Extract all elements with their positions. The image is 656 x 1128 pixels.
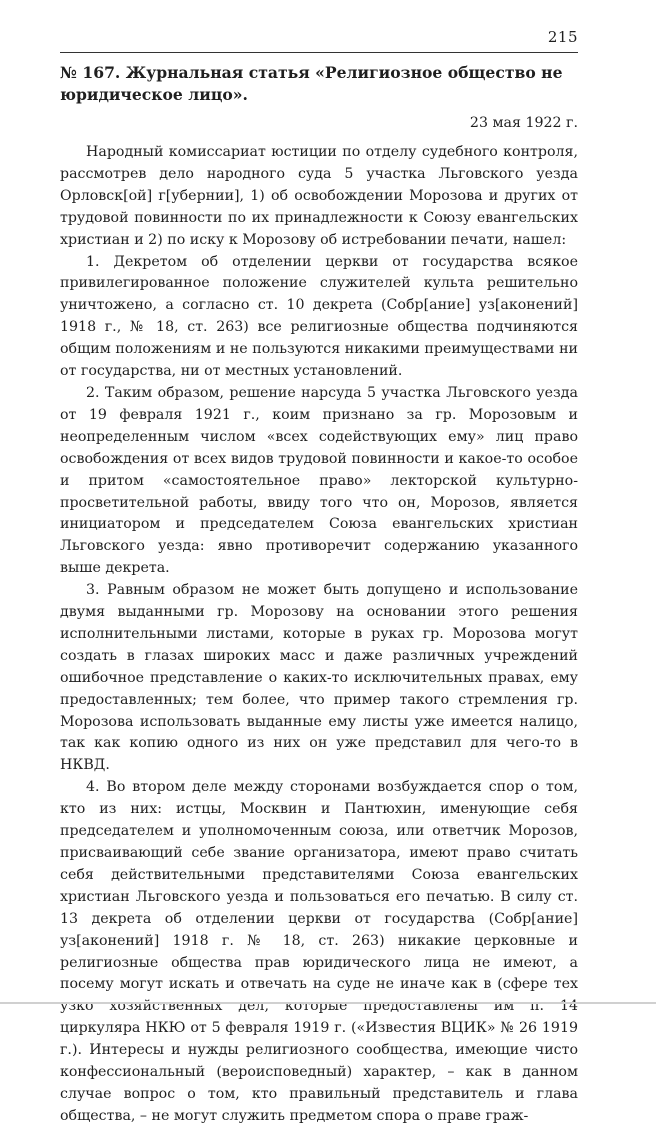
paragraph-2: 2. Таким образом, решение нарсуда 5 участка Льговского уезда от 19 февраля 1921 г., коим признано за гр. Морозовым и неопределенным числом «всех содействующих ему» лиц право освобождения от всех видов трудовой повинности и какое-то особое и притом «самостоятельное право» лекторской культурно-просветительной работы, ввиду того что он, Морозов, является инициатором и председателем Союза евангельских христиан Льговского уезда: явно противоречит содержанию указанного выше декрета.: [60, 384, 578, 577]
page-number: 215: [547, 28, 578, 46]
paragraph-intro: Народный комиссариат юстиции по отделу судебного контроля, рассмотрев дело народного суда 5 участка Льговского уезда Орловск[ой] г[убернии], 1) об освобождении Морозова и других от трудовой повинности по их принадлежности к Союзу евангельских христиан и 2) по иску к Морозову об истребовании печати, нашел:: [60, 144, 578, 248]
paragraph-4: 4. Во втором деле между сторонами возбуждается спор о том, кто из них: истцы, Москвин и Пантюхин, именующие себя председателем и уполномоченным союза, или ответчик Морозов, присваивающий себе звание организатора, имеют право считать себя действительными представителями Союза евангельских христиан Льговского уезда и пользоваться его печатью. В силу ст. 13 декрета об отделении церкви от государства (Собр[ание] уз[аконений] 1918 г. № 18, ст. 263) никакие церковные и религиозные общества прав юридического лица не имеют, а посему могут искать и отвечать на суде не иначе как в (сфере тех узко хозяйственных дел, которые предоставлены им п. 14 циркуляра НКЮ от 5 февраля 1919 г. («Известия ВЦИК» № 26 1919 г.). Интересы и нужды религиозного сообщества, имеющие чисто конфессиональный (вероисповедный) характер, – как в данном случае вопрос о том, кто правильный представитель и глава общества, – не могут служить предметом спора о праве граж-: [60, 779, 578, 1124]
document-title: № 167. Журнальная статья «Религиозное общество не юридическое лицо».: [60, 63, 563, 104]
paragraph-3: 3. Равным образом не может быть допущено и использование двумя выданными гр. Морозову на основании этого решения исполнительными листами, которые в руках гр. Морозова могут создать в глазах широких масс и даже различных учреждений ошибочное представление о каких-то исключительных правах, ему предоставленных; тем более, что пример такого стремления гр. Морозова использовать выданные ему листы уже имеется налицо, так как копию одного из них он уже представил для чего-то в НКВД.: [60, 582, 578, 774]
header-rule: [60, 52, 578, 53]
document-body: [60, 62, 578, 1128]
page-bottom-edge: [0, 1002, 656, 1004]
document-date: 23 мая 1922 г.: [469, 115, 578, 131]
paragraph-1: 1. Декретом об отделении церкви от государства всякое привилегированное положение служителей культа решительно уничтожено, а согласно ст. 10 декрета (Собр[ание] уз[аконений] 1918 г., № 18, ст. 263) все религиозные общества подчиняются общим положениям и не пользуются никакими преимуществами ни от государства, ни от местных установлений.: [60, 253, 578, 380]
